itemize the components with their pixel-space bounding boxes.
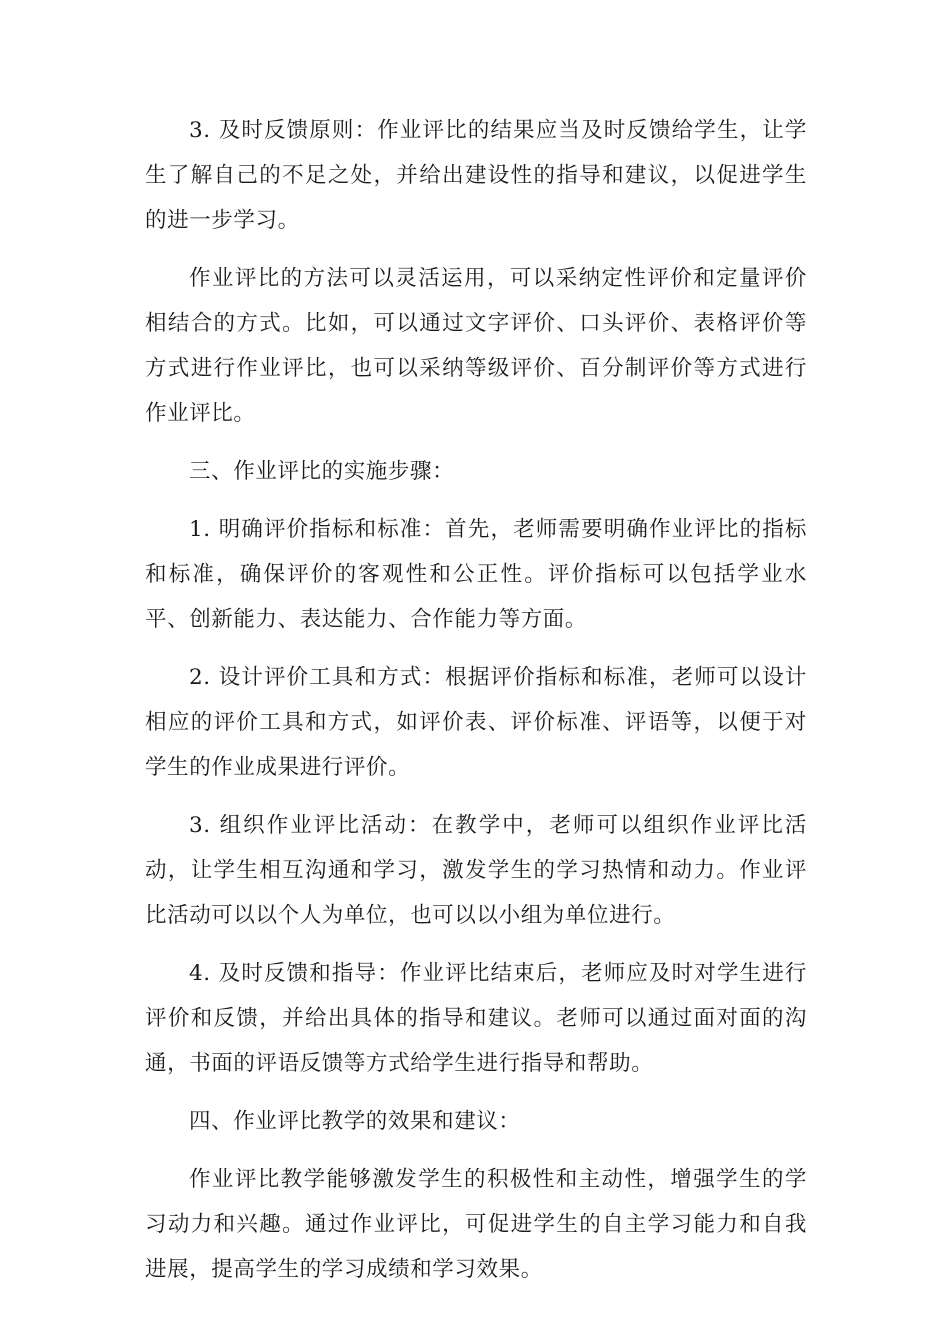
paragraph-step-1: 1. 明确评价指标和标准：首先，老师需要明确作业评比的指标和标准，确保评价的客观性和公正性。评价指标可以包括学业水平、创新能力、表达能力、合作能力等方面。 — [145, 517, 807, 632]
paragraph-step-3: 3. 组织作业评比活动：在教学中，老师可以组织作业评比活动，让学生相互沟通和学习，激发学生的学习热情和动力。作业评比活动可以以个人为单位，也可以以小组为单位进行。 — [145, 813, 807, 928]
paragraph-feedback-principle: 3. 及时反馈原则：作业评比的结果应当及时反馈给学生，让学生了解自己的不足之处，并给出建设性的指导和建议，以促进学生的进一步学习。 — [145, 118, 807, 233]
paragraph-evaluation-methods: 作业评比的方法可以灵活运用，可以采纳定性评价和定量评价相结合的方式。比如，可以通过文字评价、口头评价、表格评价等方式进行作业评比，也可以采纳等级评价、百分制评价等方式进行作业评比。 — [145, 266, 807, 426]
document-body — [145, 108, 807, 1305]
paragraph-step-4: 4. 及时反馈和指导：作业评比结束后，老师应及时对学生进行评价和反馈，并给出具体的指导和建议。老师可以通过面对面的沟通，书面的评语反馈等方式给学生进行指导和帮助。 — [145, 961, 807, 1076]
section-heading-implementation-steps: 三、作业评比的实施步骤： — [189, 459, 455, 484]
paragraph-effects: 作业评比教学能够激发学生的积极性和主动性，增强学生的学习动力和兴趣。通过作业评比，可促进学生的自主学习能力和自我进展，提高学生的学习成绩和学习效果。 — [145, 1167, 807, 1282]
section-heading-effects-suggestions: 四、作业评比教学的效果和建议： — [189, 1109, 521, 1134]
paragraph-step-2: 2. 设计评价工具和方式：根据评价指标和标准，老师可以设计相应的评价工具和方式，如评价表、评价标准、评语等，以便于对学生的作业成果进行评价。 — [145, 665, 807, 780]
